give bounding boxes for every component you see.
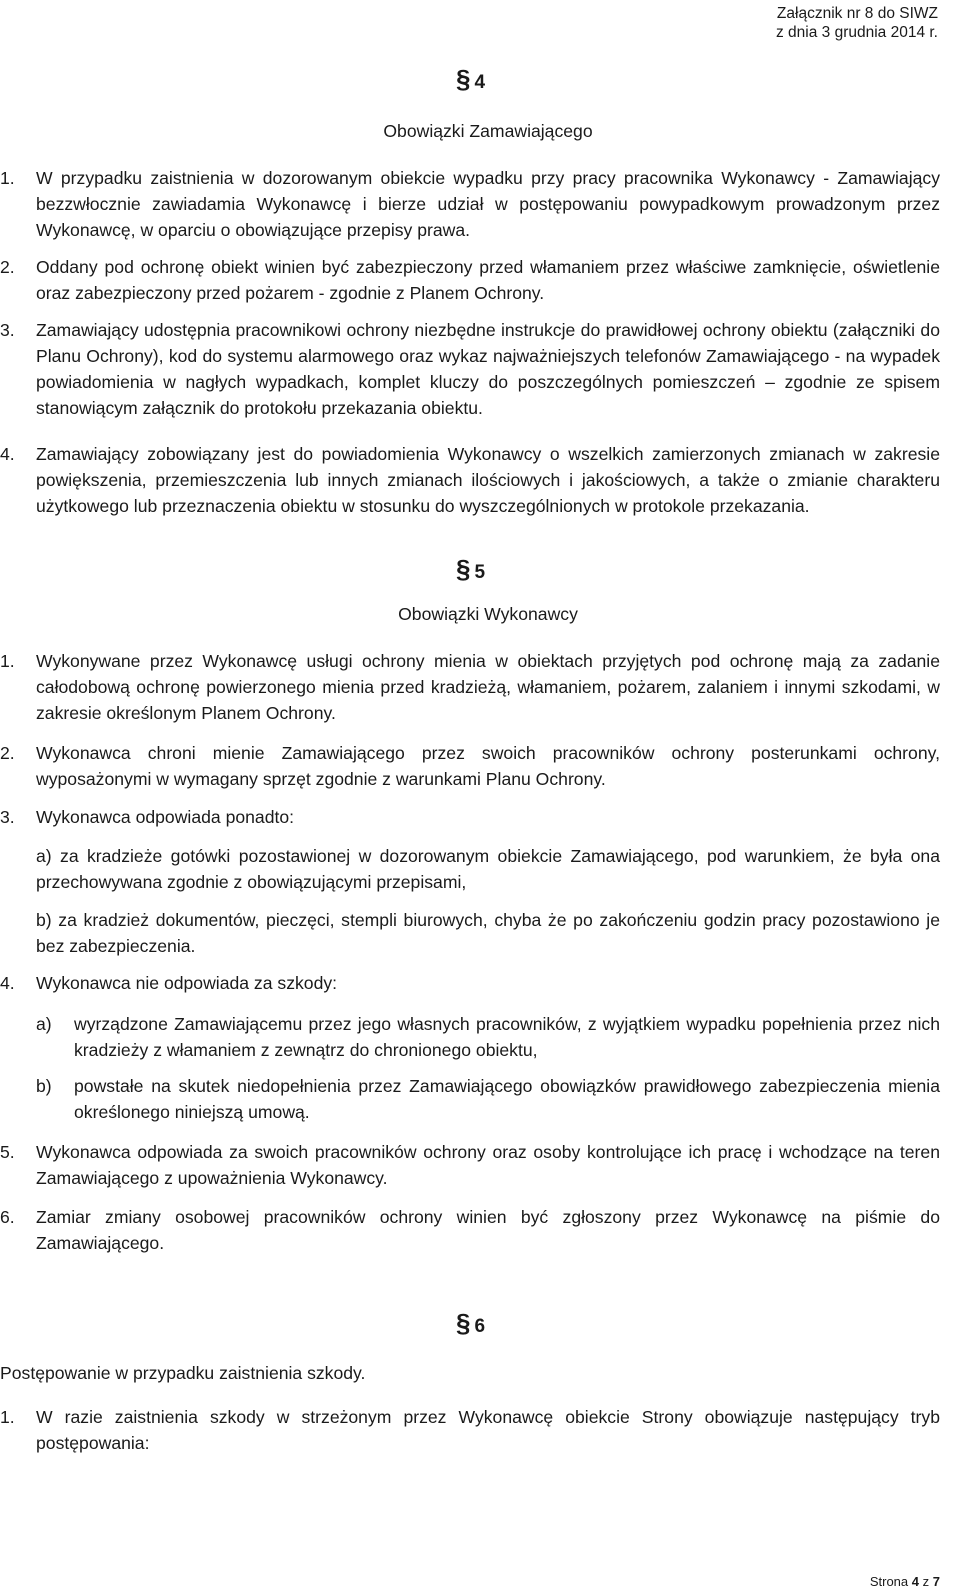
page-label: Strona [869, 1574, 909, 1589]
section-5-item-3: 3. Wykonawca odpowiada ponadto: [0, 807, 295, 827]
page-total: 7 [932, 1574, 940, 1589]
page-separator: z [922, 1574, 930, 1589]
section-4-title: Obowiązki Zamawiającego [383, 121, 593, 141]
section-5-item-4-sub-b: b) powstałe na skutek niedopełnienia przez Zamawiającego obowiązków prawidłowego zabezpieczenia mienia określonego niniejszą umową. [36, 1076, 940, 1122]
section-4-item-1: 1. W przypadku zaistnienia w dozorowanym obiekcie wypadku przy pracy pracownika Wykonawcy - Zamawiający bezzwłocznie zawiadamia Wykonawcę i bierze udział w postępowaniu powypadkowym prowadzonym przez Wykonawcę, w oparciu o obowiązujące przepisy prawa. [0, 168, 940, 240]
section-5-item-3-sub-a: a) za kradzieże gotówki pozostawionej w dozorowanym obiekcie Zamawiającego, pod warunkiem, że była ona przechowywana zgodnie z obowiązującymi przepisami, [36, 846, 940, 892]
section-5-item-2: 2. Wykonawca chroni mienie Zamawiającego przez swoich pracowników ochrony posterunkami ochrony, wyposażonymi w wymagany sprzęt zgodnie z warunkami Planu Ochrony. [0, 743, 940, 789]
document-header [776, 4, 938, 42]
attachment-label: Załącznik nr 8 do SIWZ [776, 5, 938, 22]
section-5-item-5: 5. Wykonawca odpowiada za swoich pracowników ochrony oraz osoby kontrolujące ich pracę i wchodzące na teren Zamawiającego z upoważnienia Wykonawcy. [0, 1142, 940, 1188]
section-5-item-4-sub-a: a) wyrządzone Zamawiającemu przez jego własnych pracowników, z wyjątkiem wypadku popełnienia przez nich kradzieży z włamaniem z zewnątrz do chronionego obiektu, [36, 1014, 940, 1060]
attachment-date: z dnia 3 grudnia 2014 r. [775, 24, 938, 41]
section-6-number: § 6 [456, 1308, 486, 1338]
section-5-item-1: 1. Wykonywane przez Wykonawcę usługi ochrony mienia w obiektach przyjętych pod ochronę mają za zadanie całodobową ochronę powierzonego mienia przed kradzieżą, włamaniem, pożarem, zalaniem i innymi szkodami, w zakresie określonym Planem Ochrony. [0, 651, 940, 723]
page-footer [870, 1574, 940, 1589]
section-5-item-4: 4. Wykonawca nie odpowiada za szkody: [0, 973, 338, 993]
section-4-item-2: 2. Oddany pod ochronę obiekt winien być zabezpieczony przed włamaniem przez właściwe zamknięcie, oświetlenie oraz zabezpieczony przed pożarem - zgodnie z Planem Ochrony. [0, 257, 940, 303]
section-5-title: Obowiązki Wykonawcy [398, 604, 578, 624]
section-5-number: § 5 [456, 554, 486, 584]
section-4-item-3: 3. Zamawiający udostępnia pracownikowi ochrony niezbędne instrukcje do prawidłowej ochrony obiektu (załączniki do Planu Ochrony), kod do systemu alarmowego oraz wykaz najważniejszych telefonów Zamawiającego - na wypadek powiadomienia w nagłych wypadkach, komplet kluczy do poszczególnych pomieszczeń – zgodnie ze spisem stanowiącym załącznik do protokołu przekazania obiektu. [0, 320, 940, 418]
section-6-title: Postępowanie w przypadku zaistnienia szkody. [0, 1363, 366, 1383]
section-5-item-6: 6. Zamiar zmiany osobowej pracowników ochrony winien być zgłoszony przez Wykonawcę na piśmie do Zamawiającego. [0, 1207, 940, 1253]
section-4-number: § 4 [456, 64, 486, 94]
section-6-item-1: 1. W razie zaistnienia szkody w strzeżonym przez Wykonawcę obiekcie Strony obowiązuje następujący tryb postępowania: [0, 1407, 940, 1453]
section-4-item-4: 4. Zamawiający zobowiązany jest do powiadomienia Wykonawcy o wszelkich zamierzonych zmianach w zakresie powiększenia, przemieszczenia lub innych zmianach ilościowych i jakościowych, a także o zmianie charakteru użytkowego lub przeznaczenia obiektu w stosunku do wyszczególnionych w protokole przekazania. [0, 444, 940, 516]
page-number: 4 [911, 1574, 920, 1589]
section-5-item-3-sub-b: b) za kradzież dokumentów, pieczęci, stempli biurowych, chyba że po zakończeniu godzin pracy pozostawiono je bez zabezpieczenia. [36, 910, 940, 956]
